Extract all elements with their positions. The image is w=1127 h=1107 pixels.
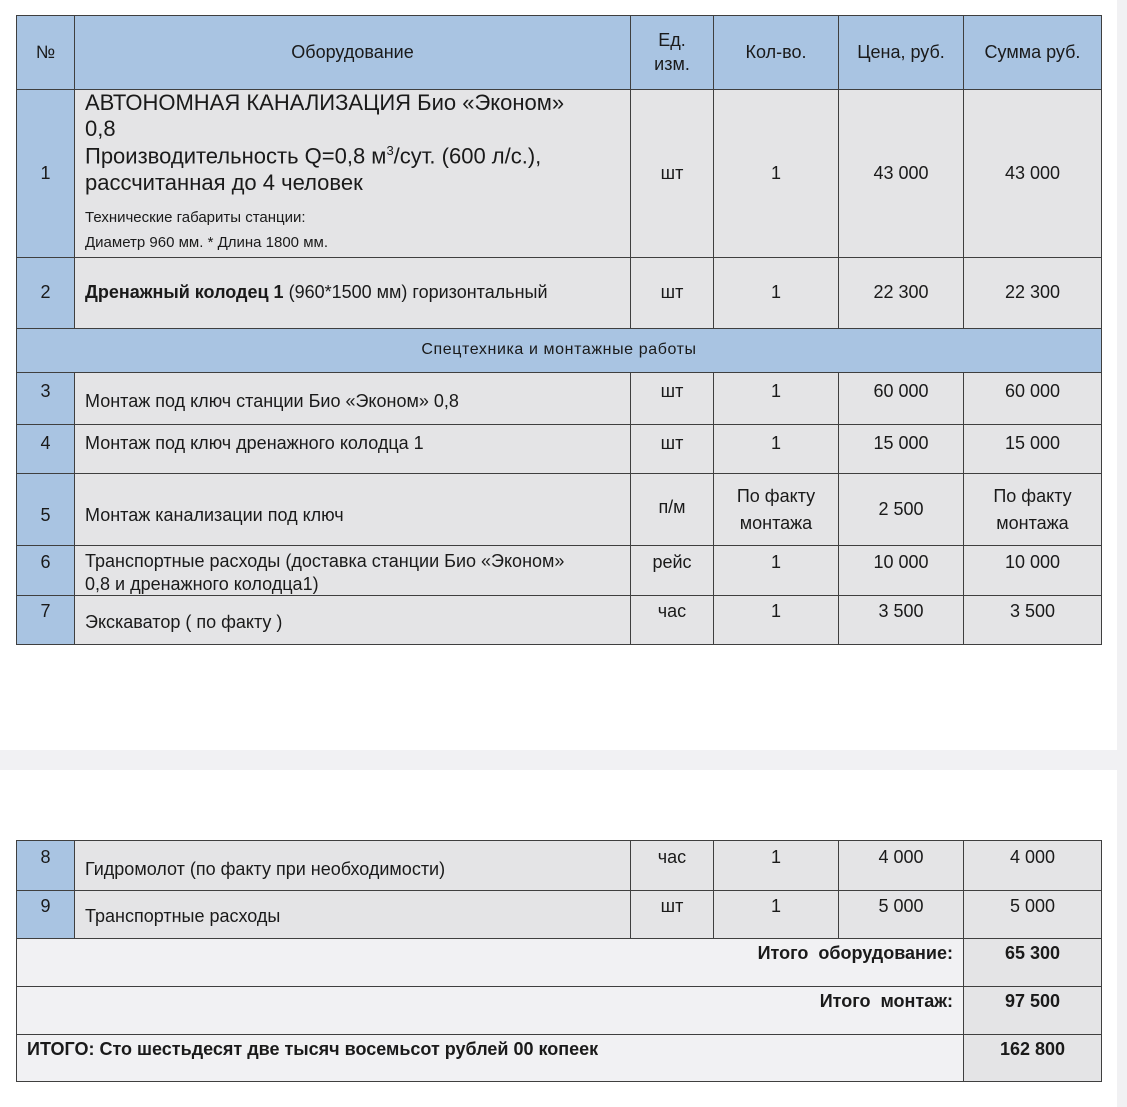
row-price: 5 000: [838, 890, 963, 938]
row-sum: 15 000: [963, 424, 1102, 473]
row-sum: 43 000: [963, 89, 1102, 257]
row-num: 7: [16, 595, 74, 645]
header-unit-line1: Ед.: [658, 30, 686, 51]
row-unit: час: [630, 840, 713, 890]
row-name: Монтаж под ключ дренажного колодца 1: [74, 424, 630, 473]
row-unit: шт: [630, 890, 713, 938]
row-unit: час: [630, 595, 713, 645]
row-num: 9: [16, 890, 74, 938]
row-name: [74, 89, 630, 257]
grand-total-label: ИТОГО: Сто шестьдесят две тысяч восемьсот рублей 00 копеек: [16, 1034, 963, 1082]
row-name: Транспортные расходы (доставка станции Био «Эконом» 0,8 и дренажного колодца1): [74, 545, 630, 595]
total-install-label: Итого монтаж:: [16, 986, 963, 1034]
row-sum: По факту монтажа: [963, 473, 1102, 545]
row-qty: По факту монтажа: [713, 473, 838, 545]
row-unit: п/м: [630, 473, 713, 545]
header-price: Цена, руб.: [838, 15, 963, 89]
row-unit: шт: [630, 89, 713, 257]
row-price: 3 500: [838, 595, 963, 645]
table-row: [16, 89, 1102, 257]
row-num: 6: [16, 545, 74, 595]
section-title: Спецтехника и монтажные работы: [16, 328, 1102, 372]
total-equipment-row: [16, 938, 1102, 986]
row-unit: рейс: [630, 545, 713, 595]
header-num: №: [16, 15, 74, 89]
header-unit-line2: изм.: [654, 53, 690, 74]
table-row: [16, 257, 1102, 328]
row-unit: шт: [630, 424, 713, 473]
header-qty: Кол-во.: [713, 15, 838, 89]
row1-title-line1: АВТОНОМНАЯ КАНАЛИЗАЦИЯ Био «Эконом»: [85, 90, 565, 115]
row-num: 2: [16, 257, 74, 328]
row-sum: 5 000: [963, 890, 1102, 938]
row-unit: шт: [630, 372, 713, 424]
row1-dims-label: Технические габариты станции:: [85, 208, 306, 226]
table-row: [16, 545, 1102, 595]
row-qty: 1: [713, 257, 838, 328]
row-num: 8: [16, 840, 74, 890]
table-row: [16, 473, 1102, 545]
row-unit: шт: [630, 257, 713, 328]
table-row: [16, 372, 1102, 424]
row-sum: 60 000: [963, 372, 1102, 424]
row-price: 10 000: [838, 545, 963, 595]
row-sum: 4 000: [963, 840, 1102, 890]
row1-title-line2: 0,8: [85, 116, 116, 142]
row-price: 2 500: [838, 473, 963, 545]
table-row: [16, 890, 1102, 938]
row-price: 4 000: [838, 840, 963, 890]
row-name: Транспортные расходы: [74, 890, 630, 938]
row-qty: 1: [713, 424, 838, 473]
row-num: 4: [16, 424, 74, 473]
row1-performance: Производительность Q=0,8 $м^3$/сут. (600 л/с.),: [85, 142, 542, 169]
row-qty: 1: [713, 890, 838, 938]
row-name: Монтаж под ключ станции Био «Эконом» 0,8: [74, 372, 630, 424]
row-price: 43 000: [838, 89, 963, 257]
total-install-row: [16, 986, 1102, 1034]
row-sum: 10 000: [963, 545, 1102, 595]
table-header: [16, 15, 1102, 89]
grand-total-row: [16, 1034, 1102, 1082]
total-equipment-value: 65 300: [963, 938, 1102, 986]
row-name: [74, 257, 630, 328]
row-num: 1: [16, 89, 74, 257]
row-name: Монтаж канализации под ключ: [74, 473, 630, 545]
row-qty: 1: [713, 545, 838, 595]
table-row: [16, 595, 1102, 645]
total-equipment-label: Итого оборудование:: [16, 938, 963, 986]
row2-name-bold: Дренажный колодец 1: [85, 282, 284, 303]
grand-total-value: 162 800: [963, 1034, 1102, 1082]
section-header: [16, 328, 1102, 372]
header-equipment: Оборудование: [74, 15, 630, 89]
row-price: 60 000: [838, 372, 963, 424]
row1-performance-line2: рассчитанная до 4 человек: [85, 169, 363, 195]
header-unit: [630, 15, 713, 89]
row2-name-rest: (960*1500 мм) горизонтальный: [283, 282, 548, 303]
table-row: [16, 840, 1102, 890]
table-row: [16, 424, 1102, 473]
row-sum: 22 300: [963, 257, 1102, 328]
row-name: Экскаватор ( по факту ): [74, 595, 630, 645]
row-qty: 1: [713, 372, 838, 424]
row-num: 3: [16, 372, 74, 424]
row-price: 15 000: [838, 424, 963, 473]
row-price: 22 300: [838, 257, 963, 328]
page-2: [0, 770, 1117, 1107]
row-qty: 1: [713, 595, 838, 645]
total-install-value: 97 500: [963, 986, 1102, 1034]
row-num: 5: [16, 473, 74, 545]
row1-dims-value: Диаметр 960 мм. * Длина 1800 мм.: [85, 233, 328, 251]
header-sum: Сумма руб.: [963, 15, 1102, 89]
row-sum: 3 500: [963, 595, 1102, 645]
row-name: Гидромолот (по факту при необходимости): [74, 840, 630, 890]
row-qty: 1: [713, 840, 838, 890]
row-qty: 1: [713, 89, 838, 257]
